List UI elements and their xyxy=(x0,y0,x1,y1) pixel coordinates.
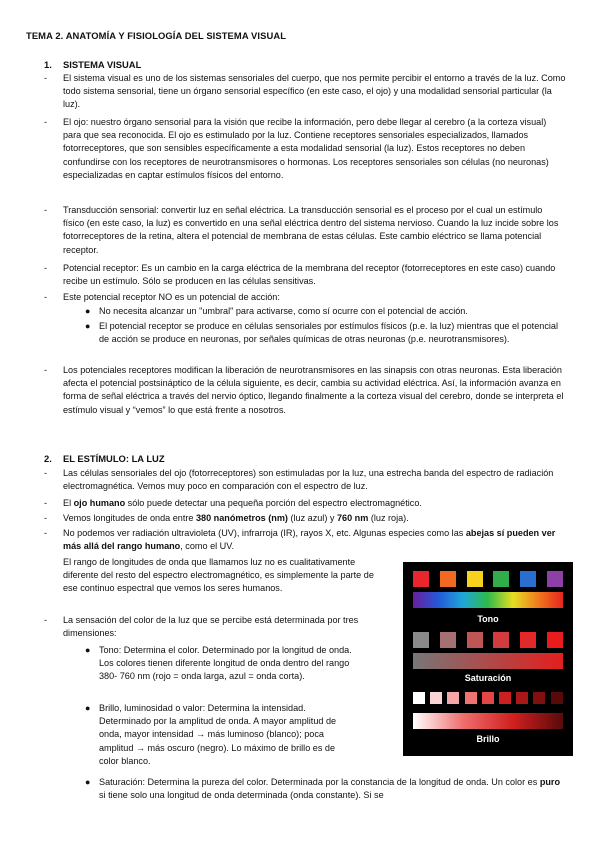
color-swatch xyxy=(547,632,563,648)
section-2-heading xyxy=(44,453,165,464)
color-swatch xyxy=(493,632,509,648)
color-swatch xyxy=(440,571,456,587)
color-swatch xyxy=(493,571,509,587)
hue-gradient xyxy=(413,592,563,608)
color-swatch xyxy=(547,571,563,587)
color-swatch xyxy=(533,692,545,704)
document-title: TEMA 2. ANATOMÍA Y FISIOLOGÍA DEL SISTEMA VISUAL xyxy=(26,30,287,41)
section-number: 2. xyxy=(44,453,52,464)
color-swatch xyxy=(413,632,429,648)
color-swatch xyxy=(413,571,429,587)
color-swatch xyxy=(413,692,425,704)
list-item: - El sistema visual es uno de los sistemas sensoriales del cuerpo, que nos permite percibir el entorno a través de la luz. Como todo sistema sensorial, tiene un órgano sensorial específico (en este caso, el ojo) y una modalidad sensorial particular (la luz). xyxy=(44,73,566,110)
color-swatch xyxy=(499,692,511,704)
section-number: 1. xyxy=(44,59,52,70)
section-title: SISTEMA VISUAL xyxy=(63,59,142,70)
list-item: - No podemos ver radiación ultravioleta (UV), infrarroja (IR), rayos X, etc. Algunas especies como las abejas sí pueden ver más allá del rango humano, como el UV. xyxy=(44,528,556,552)
saturation-swatches xyxy=(413,632,574,648)
list-item: - Este potencial receptor NO es un potencial de acción: xyxy=(44,292,280,302)
saturation-gradient xyxy=(413,653,563,669)
sub-bullet: ● El potencial receptor se produce en células sensoriales por estímulos físicos (p.e. la luz) mientras que el potencial de acción se produce en neuronas, por señales químicas de otras neuronas (p.e. neurotransmisores). xyxy=(85,321,558,345)
list-item: - Vemos longitudes de onda entre 380 nanómetros (nm) (luz azul) y 760 nm (luz roja). xyxy=(44,513,409,523)
brightness-gradient xyxy=(413,713,563,729)
brightness-label: Brillo xyxy=(476,734,500,744)
color-swatch xyxy=(551,692,563,704)
hue-label: Tono xyxy=(477,614,499,624)
list-item: - El ojo humano sólo puede detectar una pequeña porción del espectro electromagnético. xyxy=(44,498,422,508)
color-swatch xyxy=(520,571,536,587)
list-item: - Los potenciales receptores modifican la liberación de neurotransmisores en las sinapsis con otras neuronas. Esta liberación afecta el potencial postsináptico de la célula siguiente, es decir, cambia su actividad eléctrica. Así, la información avanza en forma de señal eléctrica a través del nervio óptico, llegando finalmente a la corteza visual del cerebro, donde se interpreta el estímulo visual y “vemos” lo que está frente a nosotros. xyxy=(44,365,564,415)
color-swatch xyxy=(482,692,494,704)
list-item: - La sensación del color de la luz que se percibe está determinada por tres dimensiones: xyxy=(44,615,359,639)
color-swatch xyxy=(440,632,456,648)
section-1-heading xyxy=(44,59,141,70)
sub-bullet: ● Saturación: Determina la pureza del color. Determinada por la constancia de la longitud de onda. Un color es puro si tiene solo una longitud de onda determinada (onda constante). Si se xyxy=(85,777,561,801)
sub-bullet: ● No necesita alcanzar un "umbral" para activarse, como sí ocurre con el potencial de acción. xyxy=(85,306,468,316)
list-item: - El ojo: nuestro órgano sensorial para la visión que recibe la información, pero debe llegar al cerebro (a la corteza visual) para que sea reconocida. El ojo es estimulado por la luz. Contiene receptores sensoriales especializados, llamados fotorreceptores, que son sensibles específicamente a esta modalidad sensorial (la luz). Estos receptores no deben confundirse con los receptores de neurotransmisores o hormonas. Los receptores sensoriales son células (no neuronas) especializadas en captar estímulos físicos del entorno. xyxy=(44,117,549,180)
color-swatch xyxy=(467,571,483,587)
color-swatch xyxy=(516,692,528,704)
saturation-label: Saturación xyxy=(464,673,512,683)
list-item: - Las células sensoriales del ojo (fotorreceptores) son estimuladas por la luz, una estrecha banda del espectro de radiación electromagnética. Vemos muy poco en comparación con el espectro de luz. xyxy=(44,468,554,492)
brightness-swatches xyxy=(413,692,568,704)
color-swatch xyxy=(465,692,477,704)
sub-bullet: ● Brillo, luminosidad o valor: Determina la intensidad. Determinado por la amplitud de onda. A mayor amplitud de onda, mayor intensidad → más luminoso (blanco); poca amplitud → más oscuro (negro). Lo máximo de brillo es de color blanco. xyxy=(85,703,337,766)
paragraph: El rango de longitudes de onda que llamamos luz no es cualitativamente diferente del resto del espectro electromagnético, es simplemente la parte de ese continuo espectral que vemos los seres humanos. xyxy=(63,557,374,594)
color-dimensions-figure xyxy=(403,562,573,756)
sub-bullet: ● Tono: Determina el color. Determinado por la longitud de onda. Los colores tienen diferente longitud de onda dentro del rango 380- 760 nm (rojo = onda larga, azul = onda corta). xyxy=(85,645,352,682)
color-swatch xyxy=(447,692,459,704)
color-swatch xyxy=(430,692,442,704)
section-title: EL ESTÍMULO: LA LUZ xyxy=(63,453,165,464)
list-item: - Potencial receptor: Es un cambio en la carga eléctrica de la membrana del receptor (fotorreceptores en este caso) cuando recibe un estímulo. Sólo se producen en las células sensitivas. xyxy=(44,263,556,287)
list-item: - Transducción sensorial: convertir luz en señal eléctrica. La transducción sensorial es el proceso por el cual un estímulo físico (en este caso, la luz) es convertido en una señal eléctrica dentro del sistema nervioso. Cuando la luz incide sobre los fotorreceptores de la retina, altera el potencial de membrana de estas células. Este cambio eléctrico se llama potencial receptor. xyxy=(44,205,559,255)
color-swatch xyxy=(520,632,536,648)
hue-swatches xyxy=(413,571,574,587)
color-swatch xyxy=(467,632,483,648)
